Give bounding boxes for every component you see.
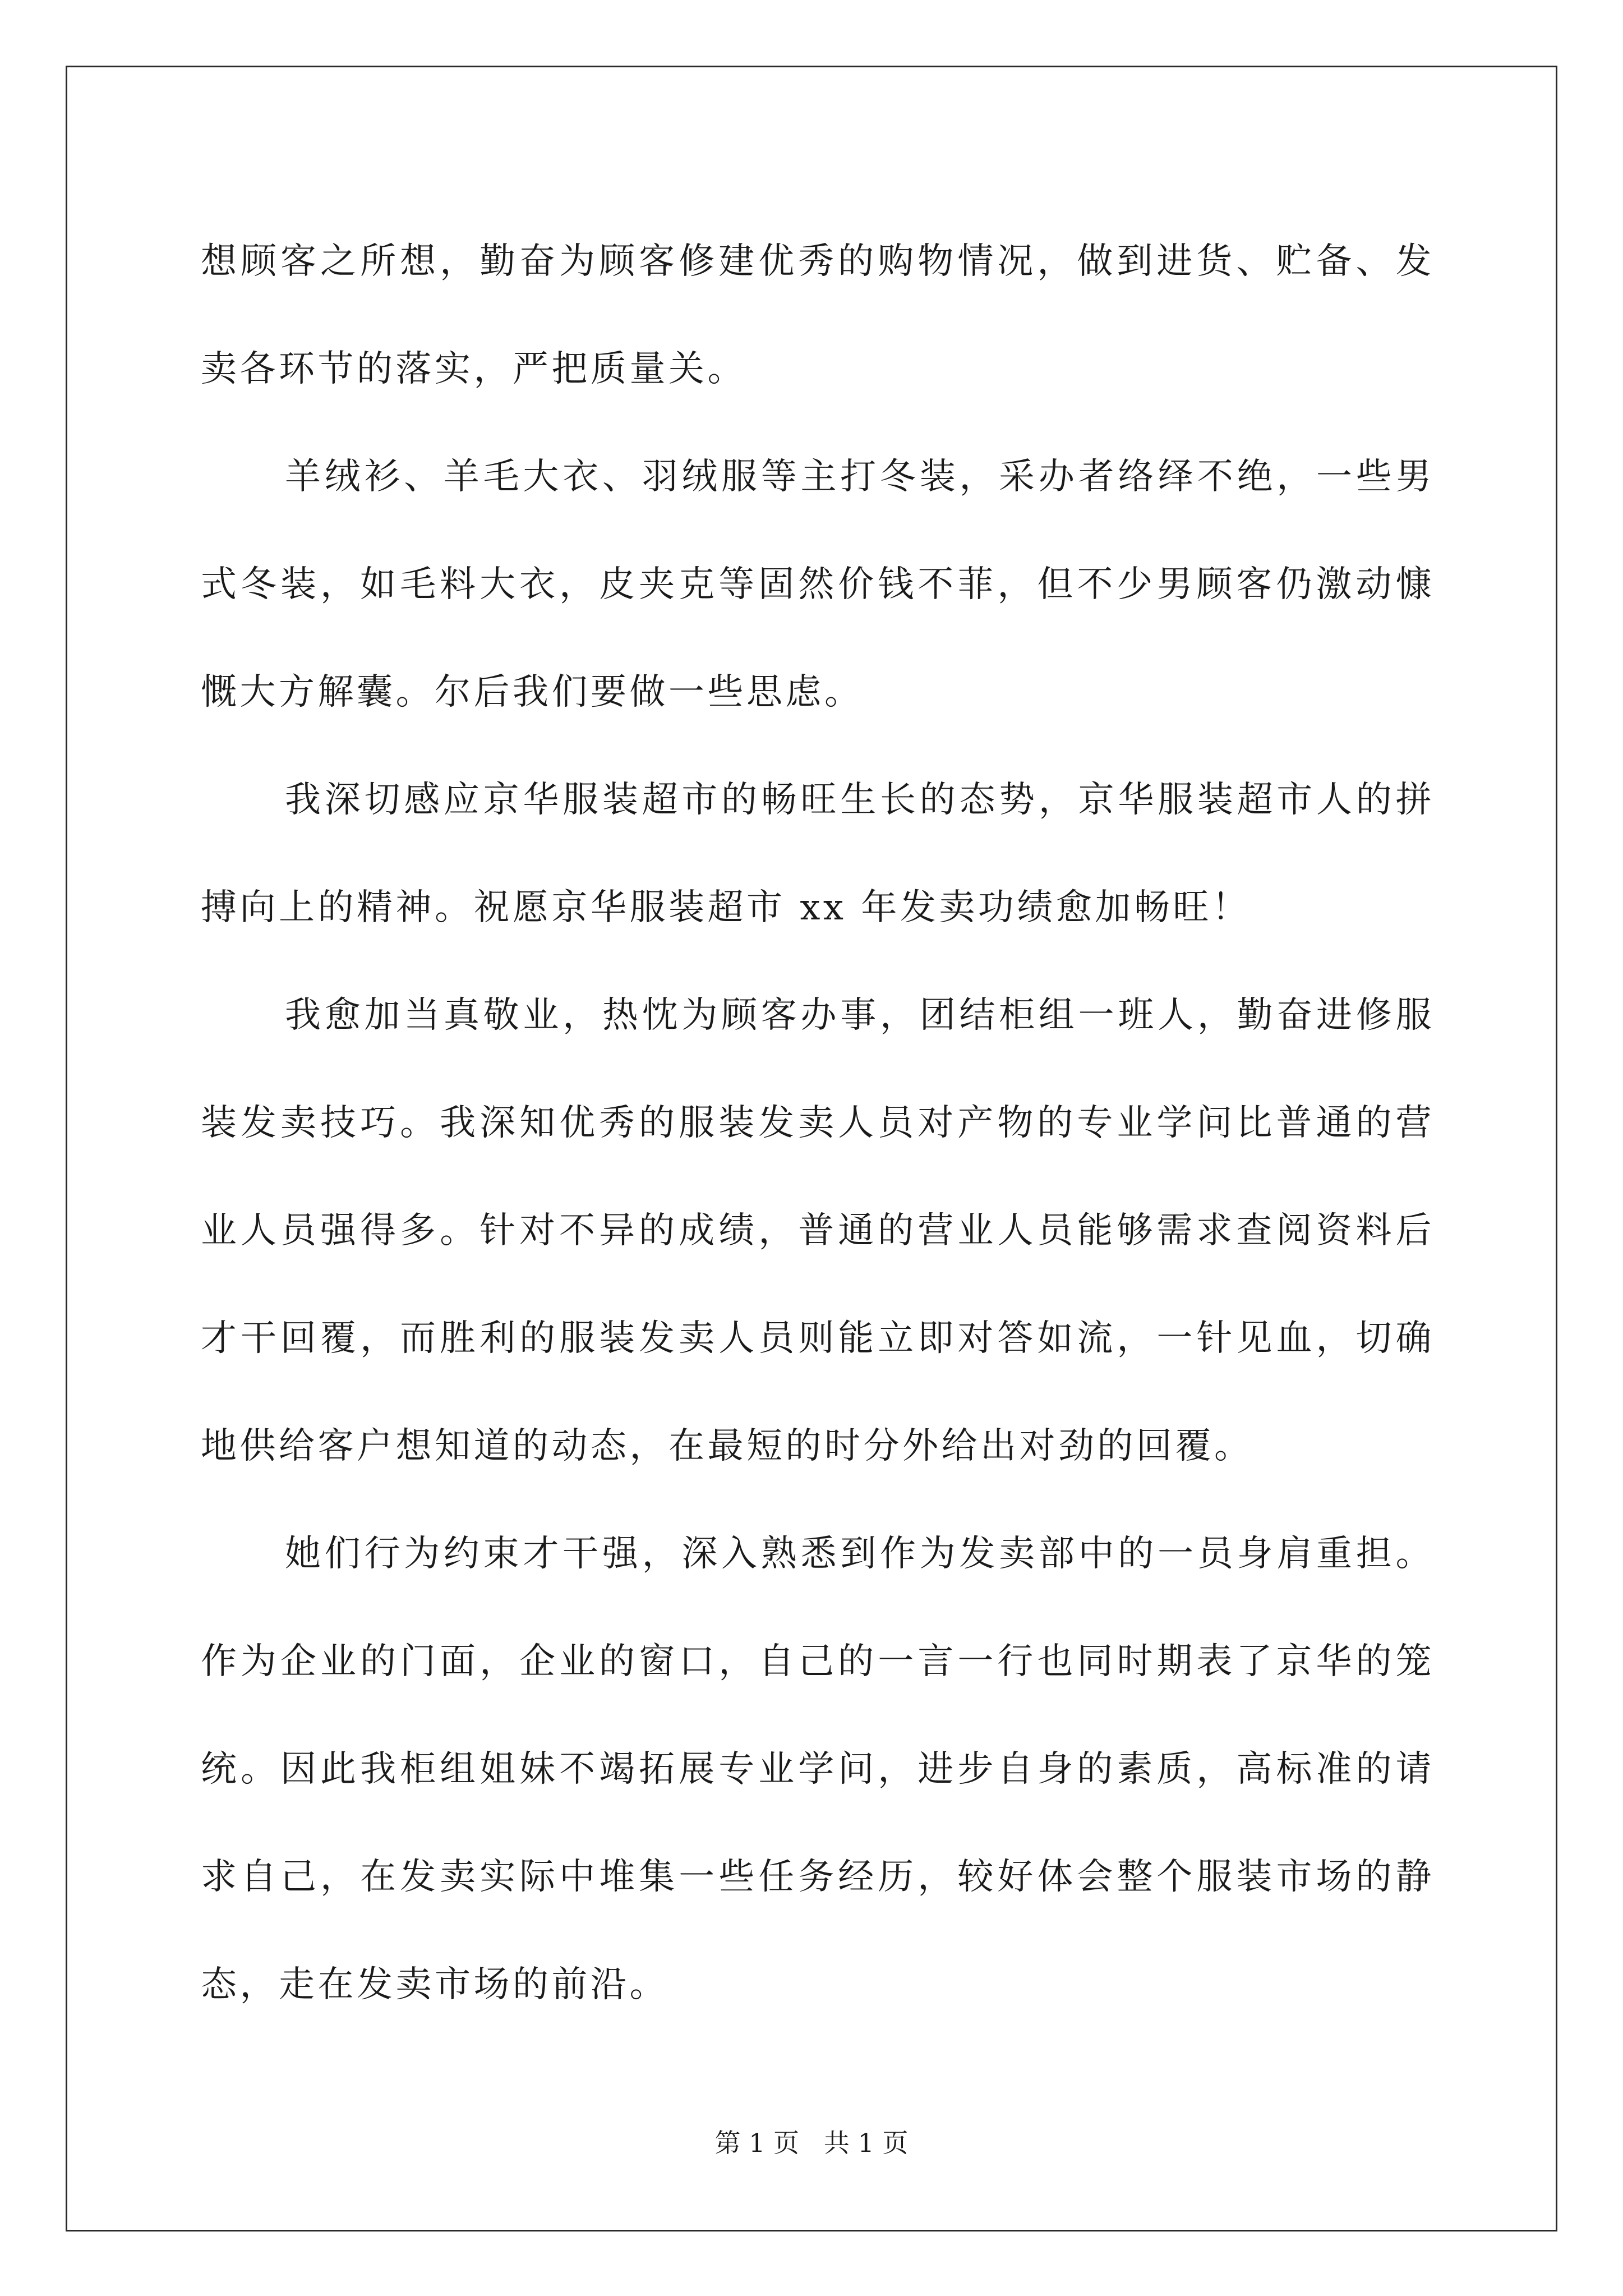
page-number-footer: 第 1 页 共 1 页 bbox=[714, 2128, 909, 2158]
paragraph-5: 她们行为约束才干强，深入熟悉到作为发卖部中的一员身肩重担。作为企业的门面，企业的窗口，自己的一言一行也同时期表了京华的笼统。因此我柜组姐妹不竭拓展专业学问，进步自身的素质，高标准的请求自己，在发卖实际中堆集一些任务经历，较好体会整个服装市场的静态，走在发卖市场的前沿。 bbox=[201, 1533, 1435, 2005]
paragraph-4: 我愈加当真敬业，热忱为顾客办事，团结柜组一班人，勤奋进修服装发卖技巧。我深知优秀的服装发卖人员对产物的专业学问比普通的营业人员强得多。针对不异的成绩，普通的营业人员能够需求查阅资料后才干回覆，而胜利的服装发卖人员则能立即对答如流，一针见血，切确地供给客户想知道的动态，在最短的时分外给出对劲的回覆。 bbox=[201, 995, 1435, 1467]
paragraph-2: 羊绒衫、羊毛大衣、羽绒服等主打冬装，采办者络绎不绝，一些男式冬装，如毛料大衣，皮夹克等固然价钱不菲，但不少男顾客仍激动慷慨大方解囊。尔后我们要做一些思虑。 bbox=[201, 456, 1435, 713]
paragraph-3: 我深切感应京华服装超市的畅旺生长的态势，京华服装超市人的拼搏向上的精神。祝愿京华服装超市 xx 年发卖功绩愈加畅旺！ bbox=[201, 779, 1435, 928]
document-body bbox=[201, 208, 1435, 2039]
paragraph-1: 想顾客之所想，勤奋为顾客修建优秀的购物情况，做到进货、贮备、发卖各环节的落实，严把质量关。 bbox=[201, 241, 1435, 390]
